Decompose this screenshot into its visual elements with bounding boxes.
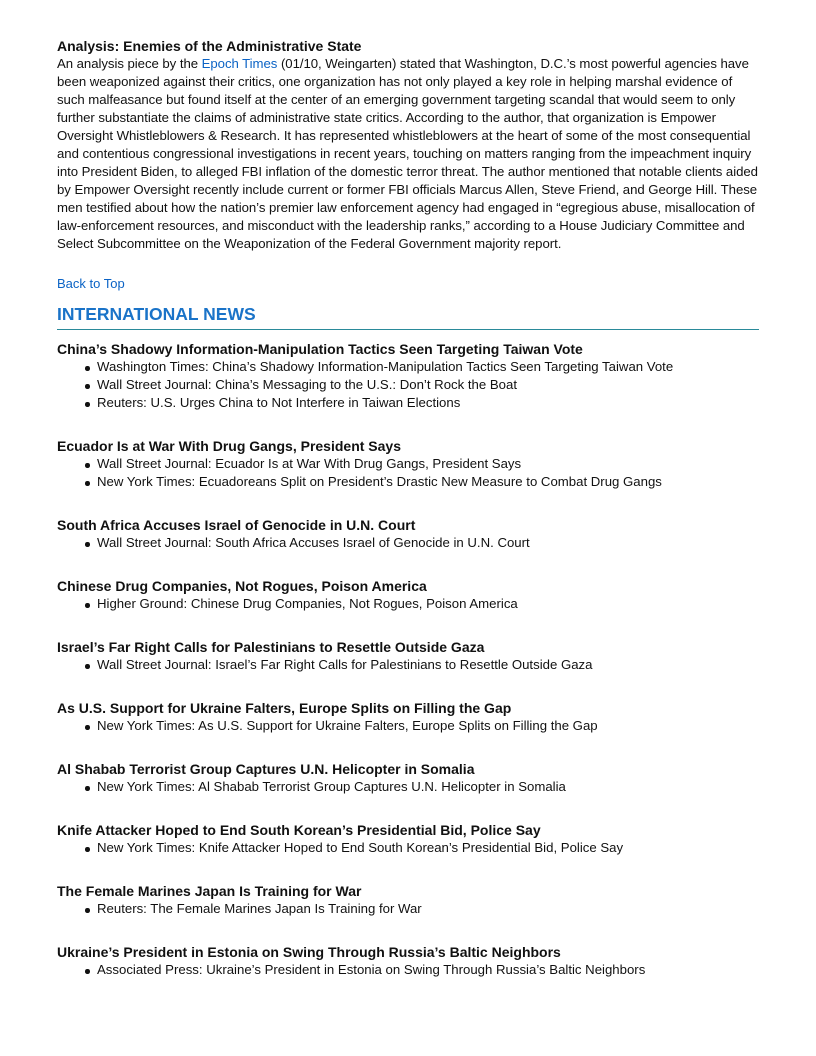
- story: [57, 638, 759, 674]
- story-list: [57, 340, 759, 979]
- story-link-item[interactable]: New York Times: Ecuadoreans Split on President’s Drastic New Measure to Combat Drug Gangs: [97, 473, 759, 491]
- story-links: [57, 358, 759, 412]
- story-link-item[interactable]: Wall Street Journal: Israel’s Far Right Calls for Palestinians to Resettle Outside Gaza: [97, 656, 759, 674]
- story: [57, 437, 759, 491]
- analysis-text: (01/10, Weingarten) stated that Washington, D.C.’s most powerful agencies have been weaponized against their critics, one organization has not only played a key role in helping marshal evidence of such malfeasance but found itself at the center of an emerging government targeting scandal that would seem to only further substantiate the claims of administrative state critics. According to the author, that organization is Empower Oversight Whistleblowers & Research. It has represented whistleblowers at the heart of some of the most consequential and contentious congressional investigations in recent years, touching on matters ranging from the impeachment inquiry into President Biden, to alleged FBI inflation of the domestic terror threat. The author mentioned that notable clients aided by Empower Oversight recently include current or former FBI officials Marcus Allen, Steve Friend, and George Hill. These men testified about how the nation’s premier law enforcement agency had engaged in “egregious abuse, misallocation of law-enforcement resources, and misconduct with the leadership ranks,” according to a House Judiciary Committee and Select Subcommittee on the Weaponization of the Federal Government majority report.: [57, 56, 758, 251]
- story-title: Ecuador Is at War With Drug Gangs, President Says: [57, 438, 401, 454]
- newsletter-page: [57, 37, 759, 1004]
- story-link-item[interactable]: New York Times: Al Shabab Terrorist Group Captures U.N. Helicopter in Somalia: [97, 778, 759, 796]
- back-to-top-link[interactable]: Back to Top: [57, 276, 125, 291]
- story-links: [57, 656, 759, 674]
- story-link-item[interactable]: Wall Street Journal: China’s Messaging to the U.S.: Don’t Rock the Boat: [97, 376, 759, 394]
- story-links: [57, 839, 759, 857]
- story: [57, 516, 759, 552]
- story-title: South Africa Accuses Israel of Genocide in U.N. Court: [57, 517, 416, 533]
- story: [57, 821, 759, 857]
- story: [57, 577, 759, 613]
- story-title: Chinese Drug Companies, Not Rogues, Poison America: [57, 578, 427, 594]
- story-title: China’s Shadowy Information-Manipulation Tactics Seen Targeting Taiwan Vote: [57, 341, 583, 357]
- story-link-item[interactable]: Washington Times: China’s Shadowy Information-Manipulation Tactics Seen Targeting Taiwan Vote: [97, 358, 759, 376]
- story: [57, 882, 759, 918]
- analysis-body: [57, 55, 759, 253]
- story: [57, 943, 759, 979]
- story-links: [57, 717, 759, 735]
- story: [57, 760, 759, 796]
- analysis-title: Analysis: Enemies of the Administrative State: [57, 38, 362, 54]
- analysis-article: [57, 37, 759, 253]
- analysis-intro: An analysis piece by the: [57, 56, 202, 71]
- story-links: [57, 595, 759, 613]
- story-links: [57, 778, 759, 796]
- story: [57, 340, 759, 412]
- story-link-item[interactable]: Reuters: The Female Marines Japan Is Training for War: [97, 900, 759, 918]
- story-link-item[interactable]: New York Times: Knife Attacker Hoped to End South Korean’s Presidential Bid, Police Say: [97, 839, 759, 857]
- story-link-item[interactable]: Reuters: U.S. Urges China to Not Interfere in Taiwan Elections: [97, 394, 759, 412]
- story-title: Israel’s Far Right Calls for Palestinians to Resettle Outside Gaza: [57, 639, 485, 655]
- story-links: [57, 455, 759, 491]
- story-link-item[interactable]: Higher Ground: Chinese Drug Companies, Not Rogues, Poison America: [97, 595, 759, 613]
- story-link-item[interactable]: Associated Press: Ukraine’s President in Estonia on Swing Through Russia’s Baltic Neighbors: [97, 961, 759, 979]
- story-link-item[interactable]: Wall Street Journal: Ecuador Is at War With Drug Gangs, President Says: [97, 455, 759, 473]
- story-link-item[interactable]: New York Times: As U.S. Support for Ukraine Falters, Europe Splits on Filling the Gap: [97, 717, 759, 735]
- epoch-times-link[interactable]: Epoch Times: [201, 56, 278, 71]
- story-title: Knife Attacker Hoped to End South Korean’s Presidential Bid, Police Say: [57, 822, 541, 838]
- section-title-international-news: INTERNATIONAL NEWS: [57, 303, 759, 330]
- story-links: [57, 900, 759, 918]
- story-title: Al Shabab Terrorist Group Captures U.N. Helicopter in Somalia: [57, 761, 475, 777]
- story-title: The Female Marines Japan Is Training for War: [57, 883, 362, 899]
- story-links: [57, 961, 759, 979]
- story-title: As U.S. Support for Ukraine Falters, Europe Splits on Filling the Gap: [57, 700, 512, 716]
- story-links: [57, 534, 759, 552]
- story-title: Ukraine’s President in Estonia on Swing Through Russia’s Baltic Neighbors: [57, 944, 561, 960]
- story-link-item[interactable]: Wall Street Journal: South Africa Accuses Israel of Genocide in U.N. Court: [97, 534, 759, 552]
- story: [57, 699, 759, 735]
